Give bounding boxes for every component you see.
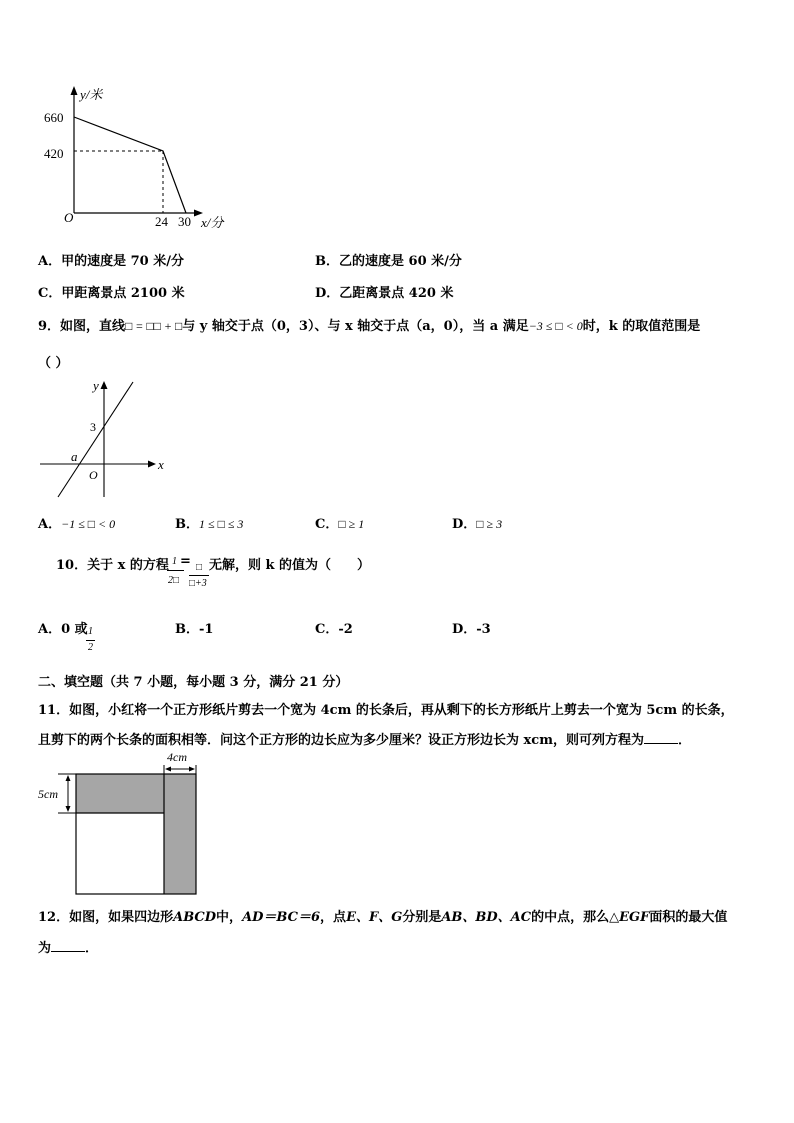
q10-option-a-frac-num: 1: [88, 626, 93, 637]
q12-text-f: 面积的最大值: [649, 910, 728, 925]
q8-option-c-text: 甲距离景点 2100 米: [61, 286, 185, 301]
q8-origin: O: [64, 210, 74, 225]
q10-option-c-letter: C．: [315, 622, 339, 637]
q9-option-a-letter: A．: [38, 517, 62, 532]
q12-line1: [38, 906, 727, 925]
q12-segs: AB、BD、AC: [441, 910, 532, 925]
q10-frac1-den: 2□: [168, 575, 180, 586]
q8-option-d-text: 乙距离景点 420 米: [339, 286, 454, 301]
q11-dim-left-arrow-top: [66, 775, 71, 781]
q8-x-tick-30: 30: [178, 214, 191, 229]
q11-left-label: 5cm: [38, 787, 58, 801]
q12-pts: E、F、G: [346, 910, 403, 925]
q10-frac2-num: □: [196, 562, 203, 573]
q12-text-e: 的中点，那么: [531, 910, 610, 925]
q11-end: ．: [677, 733, 691, 748]
q10-option-c-text: -2: [338, 622, 353, 637]
q11-gray-strip-right: [164, 774, 196, 894]
q11-number: 11．: [38, 703, 70, 718]
q12-end: ．: [85, 941, 99, 956]
q10-option-d-letter: D．: [452, 622, 477, 637]
q10-number: 10．: [56, 558, 88, 573]
q8-x-tick-24: 24: [155, 214, 168, 229]
q9-option-b-letter: B．: [175, 517, 199, 532]
q9-answer-paren: （ ）: [38, 356, 69, 371]
q12-text-b: 中，: [216, 910, 243, 925]
q9-text-a: 如图，直线: [60, 319, 126, 334]
q10-eq: =: [180, 554, 191, 569]
q8-option-c-letter: C．: [38, 286, 62, 301]
q10-option-a-text: 0 或: [61, 622, 88, 637]
q9-formula-line: □ = □□ + □: [125, 319, 183, 333]
q11-dim-top-arrow-right: [189, 767, 195, 772]
q12-quad: ABCD: [173, 910, 217, 925]
q10-option-a-frac-den: 2: [88, 642, 93, 653]
q8-y-tick-420: 420: [44, 146, 64, 161]
q8-y-label: y/米: [80, 87, 103, 102]
q12-number: 12．: [38, 910, 70, 925]
q12-text-a: 如图，如果四边形: [69, 910, 174, 925]
q8-option-b-letter: B．: [315, 254, 339, 269]
q8-option-a-text: 甲的速度是 70 米/分: [61, 254, 184, 269]
q10-option-a-letter: A．: [38, 622, 62, 637]
q9-option-c-letter: C．: [315, 517, 339, 532]
section2-title: 二、填空题（共 7 小题，每小题 3 分，满分 21 分）: [38, 675, 349, 690]
q9-formula-cond: −3 ≤ □ < 0: [528, 319, 583, 333]
q11-top-label: 4cm: [167, 750, 187, 764]
q11-gray-strip-top: [76, 774, 164, 813]
q10-option-b-text: -1: [199, 622, 214, 637]
q8-x-label: x/分: [201, 215, 224, 230]
q8-option-b-text: 乙的速度是 60 米/分: [339, 254, 462, 269]
q8-y-tick-660: 660: [44, 110, 64, 125]
q9-y-label: y: [93, 378, 99, 393]
q9-option-d-text: □ ≥ 3: [476, 517, 503, 531]
q12-tri: △EGF: [609, 910, 650, 925]
q9-origin: O: [89, 468, 98, 482]
q12-line2: [38, 937, 98, 956]
q9-a-label: a: [71, 449, 78, 464]
q8-option-a-letter: A．: [38, 254, 62, 269]
q9-option-a-text: −1 ≤ □ < 0: [61, 517, 116, 531]
q10-text-b: 无解，则 k 的值为（ ）: [209, 558, 371, 573]
q11-line2-text: 且剪下的两个长条的面积相等．问这个正方形的边长应为多少厘米？设正方形边长为 xcm，则可列方程为: [38, 733, 644, 748]
q9-text-c: 时，k 的取值范围是: [582, 319, 701, 334]
q12-cond: AD＝BC＝6: [242, 910, 321, 925]
q11-dim-top-arrow-left: [165, 767, 171, 772]
q12-text-d: 分别是: [402, 910, 442, 925]
q9-number: 9．: [38, 319, 61, 334]
q12-answer-blank[interactable]: [51, 939, 85, 952]
q11-line1-text: 如图，小红将一个正方形纸片剪去一个宽为 4cm 的长条后，再从剩下的长方形纸片上剪去一个宽为 5cm 的长条，: [69, 703, 734, 718]
q9-text-b: 与 y 轴交于点（0，3）、与 x 轴交于点（a，0），当 a 满足: [182, 319, 529, 334]
q10-text-a: 关于 x 的方程: [87, 558, 169, 573]
q10-frac1-num: 1: [172, 556, 177, 567]
q9-option-b-text: 1 ≤ □ ≤ 3: [199, 517, 244, 531]
q12-text-c: ，点: [320, 910, 347, 925]
q10-option-b-letter: B．: [175, 622, 199, 637]
q8-option-d-letter: D．: [315, 286, 340, 301]
q10-option-d-text: -3: [476, 622, 491, 637]
q12-line2-text: 为: [38, 941, 52, 956]
q9-option-c-text: □ ≥ 1: [338, 517, 365, 531]
q10-frac2-den: □+3: [189, 578, 207, 589]
q11-dim-left-arrow-bottom: [66, 806, 71, 812]
q9-x-label: x: [158, 457, 164, 472]
q9-option-d-letter: D．: [452, 517, 477, 532]
q9-three: 3: [90, 420, 96, 434]
